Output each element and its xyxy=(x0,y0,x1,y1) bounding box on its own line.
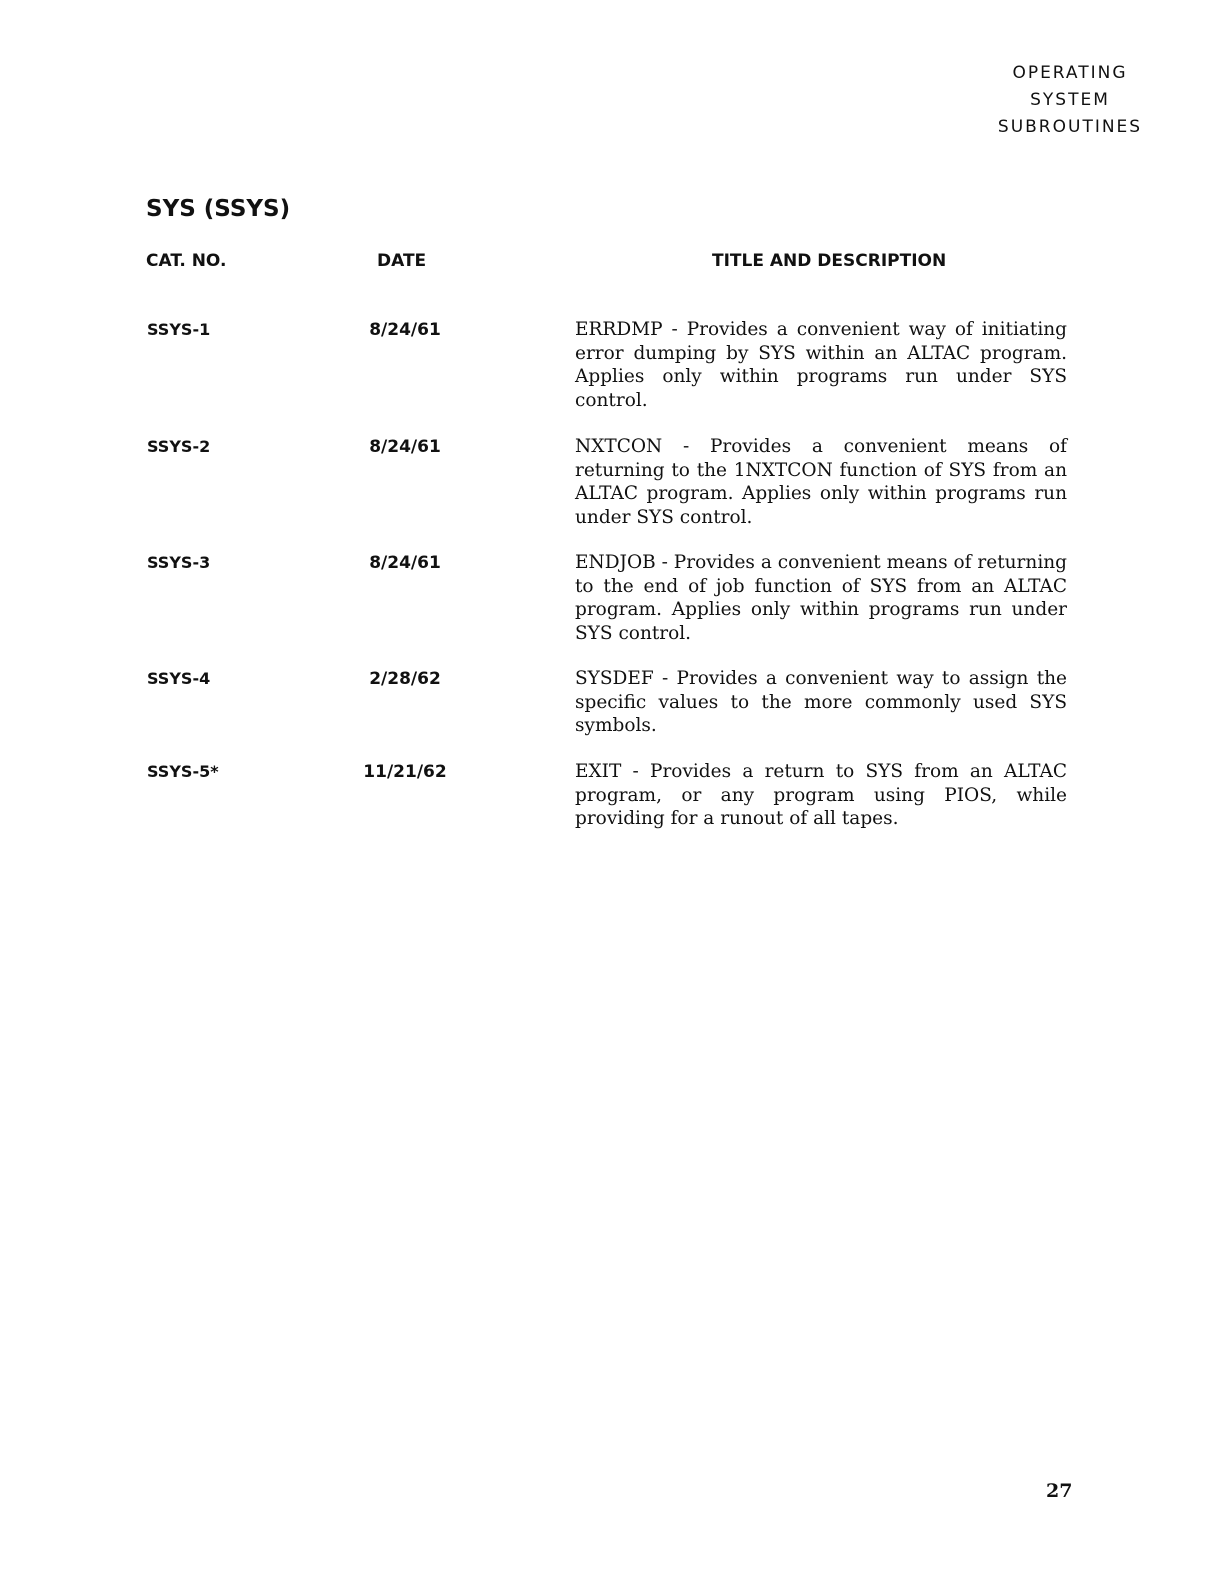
section-title: SYS (SSYS) xyxy=(146,196,291,222)
entry-description: ERRDMP - Provides a convenient way of initiating error dumping by SYS within an ALTAC program. Applies only within programs run under SYS control. xyxy=(575,319,1067,411)
column-header-cat-no: CAT. NO. xyxy=(146,251,227,271)
entry-description: ENDJOB - Provides a convenient means of returning to the end of job function of SYS from an ALTAC program. Applies only within programs run under SYS control. xyxy=(575,552,1067,644)
entry-cat-no: SSYS-2 xyxy=(147,437,211,456)
entry-cat-no: SSYS-3 xyxy=(147,553,211,572)
entry-cat-no: SSYS-4 xyxy=(147,669,211,688)
entry-description: EXIT - Provides a return to SYS from an ALTAC program, or any program using PIOS, while providing for a runout of all tapes. xyxy=(575,761,1067,829)
entry-description: NXTCON - Provides a convenient means of returning to the 1NXTCON function of SYS from an ALTAC program. Applies only within programs run under SYS control. xyxy=(575,436,1067,528)
column-header-title: TITLE AND DESCRIPTION xyxy=(712,251,947,271)
running-head-line: SYSTEM xyxy=(1030,90,1110,110)
entry-date: 11/21/62 xyxy=(363,762,447,782)
entry-date: 8/24/61 xyxy=(369,553,441,573)
page-number: 27 xyxy=(1046,1480,1073,1502)
entry-cat-no: SSYS-5* xyxy=(147,762,219,781)
entry-date: 8/24/61 xyxy=(369,320,441,340)
running-head-line: SUBROUTINES xyxy=(997,117,1143,137)
entry-description: SYSDEF - Provides a convenient way to assign the specific values to the more commonly used SYS symbols. xyxy=(575,668,1067,736)
entry-date: 2/28/62 xyxy=(369,669,441,689)
running-head xyxy=(960,60,1180,141)
running-head-line: OPERATING xyxy=(1012,63,1128,83)
entry-cat-no: SSYS-1 xyxy=(147,320,211,339)
entry-date: 8/24/61 xyxy=(369,437,441,457)
column-header-date: DATE xyxy=(377,251,427,271)
